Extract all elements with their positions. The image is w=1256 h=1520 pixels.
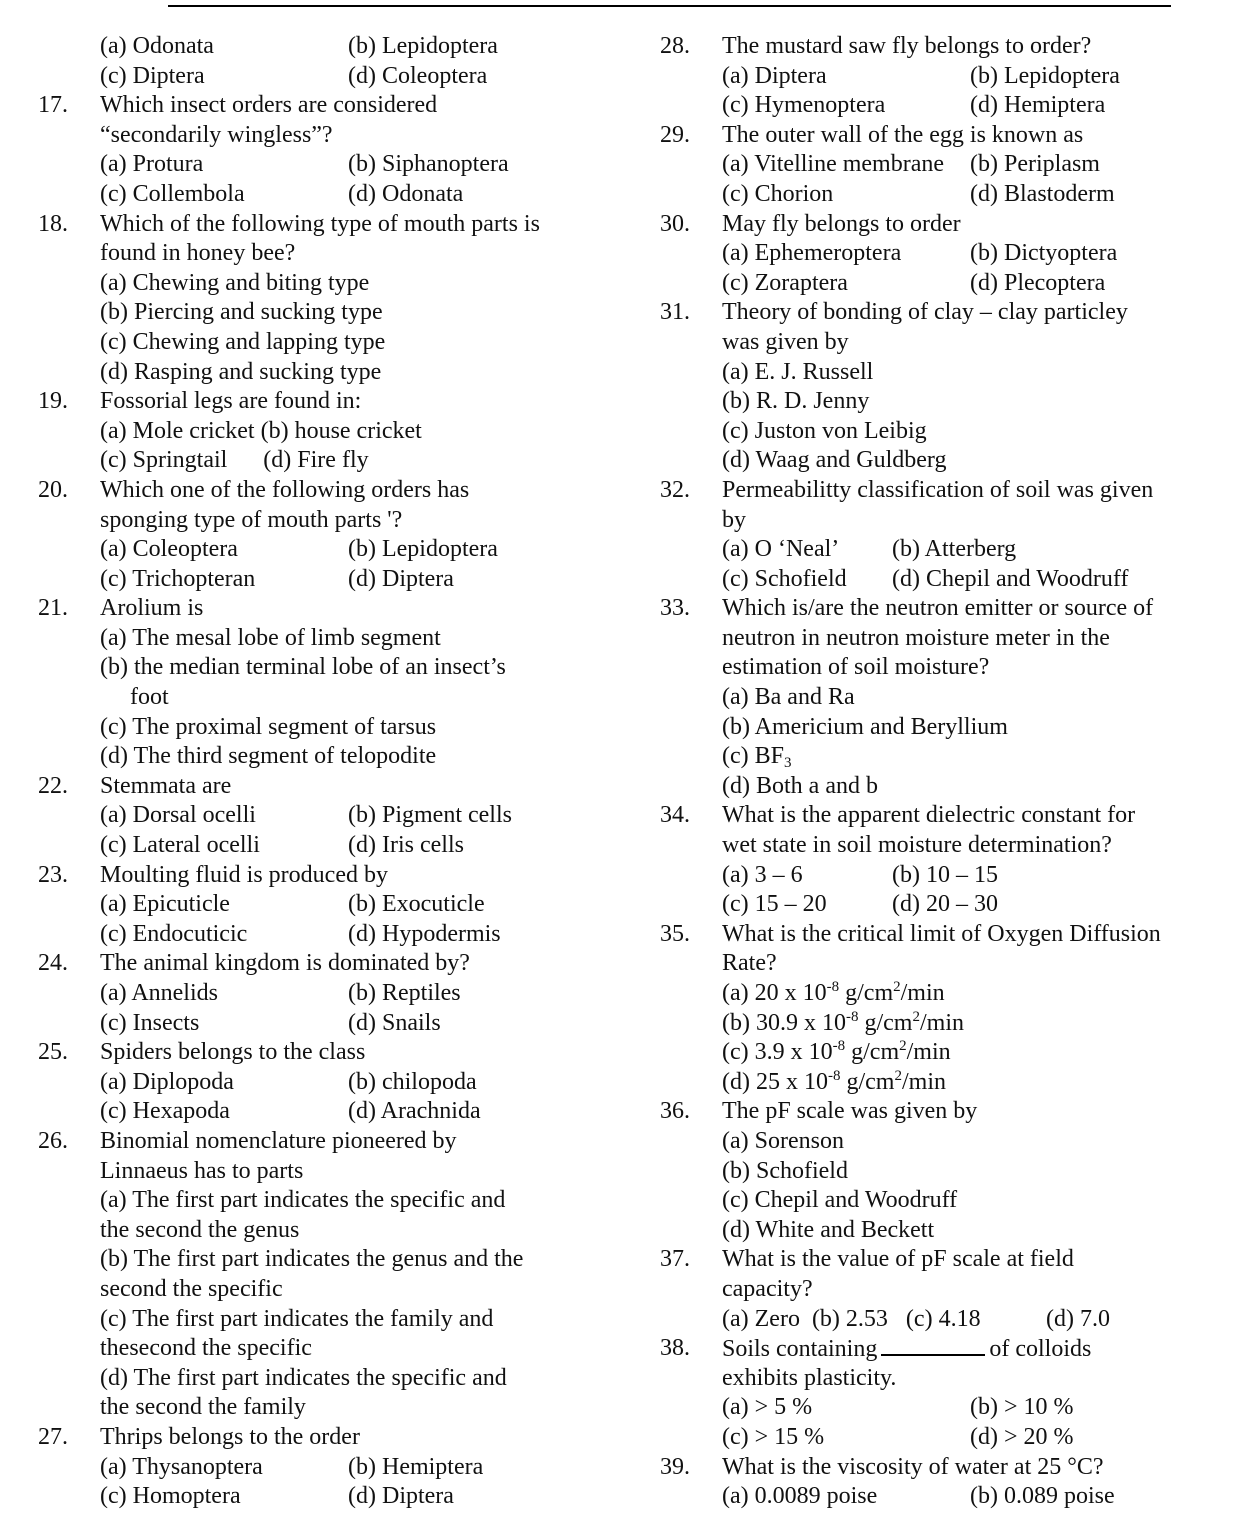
question-22 xyxy=(38,772,638,861)
question-number: 28. xyxy=(660,33,690,59)
question-number: 30. xyxy=(660,210,690,237)
question-continued xyxy=(38,32,638,91)
right-column xyxy=(660,32,1220,1512)
question-31 xyxy=(660,298,1220,476)
question-number: 32. xyxy=(660,476,690,503)
question-number: 36. xyxy=(660,1098,690,1125)
question-line: (d) The third segment of telopodite xyxy=(100,743,437,770)
option-d: (d) > 20 % xyxy=(970,1423,1074,1450)
option-left: (c) Endocuticic xyxy=(100,920,248,947)
option-left: (c) Homoptera xyxy=(100,1483,241,1510)
option-right: (b) Lepidoptera xyxy=(348,536,498,563)
question-line: Which of the following type of mouth parts is xyxy=(100,210,540,237)
question-text: Theory of bonding of clay – clay particley xyxy=(722,299,1128,326)
option-d: (d) 20 – 30 xyxy=(892,891,998,918)
option-a: (a) E. J. Russell xyxy=(722,358,874,385)
option-right: (d) Hypodermis xyxy=(348,920,501,947)
question-number: 35. xyxy=(660,920,690,947)
question-24 xyxy=(38,949,638,1038)
question-line: (b) Piercing and sucking type xyxy=(100,299,383,326)
option-d: (d) White and Beckett xyxy=(722,1216,935,1243)
question-line: (c) The first part indicates the family and xyxy=(100,1305,494,1332)
option-b: (b) 30.9 x $10^{-8}$ $g/cm^2/\min$ xyxy=(722,1008,964,1036)
question-number: 25. xyxy=(38,1039,68,1066)
option-c: (c) Chepil and Woodruff xyxy=(722,1187,958,1214)
question-number: 29. xyxy=(660,121,690,148)
question-text: neutron in neutron moisture meter in the xyxy=(722,624,1110,651)
option-d: (d) Chepil and Woodruff xyxy=(892,565,1129,592)
question-23 xyxy=(38,861,638,950)
option-b: (b) Dictyoptera xyxy=(970,240,1118,267)
option-left: (a) Diplopoda xyxy=(100,1068,234,1095)
question-line: found in honey bee? xyxy=(100,240,296,267)
option-left: (a) Epicuticle xyxy=(100,891,230,918)
question-line: sponging type of mouth parts '? xyxy=(100,506,403,533)
question-39 xyxy=(660,1453,1220,1512)
question-line: thesecond the specific xyxy=(100,1335,312,1362)
option-b: (b) Atterberg xyxy=(892,536,1017,563)
question-number: 31. xyxy=(660,299,690,326)
option-b: (b) Lepidoptera xyxy=(970,62,1120,89)
option-a: (a) Ba and Ra xyxy=(722,684,855,711)
question-line: (c) Chewing and lapping type xyxy=(100,328,386,355)
question-text: by xyxy=(722,506,746,533)
question-line: Which one of the following orders has xyxy=(100,476,470,503)
question-27 xyxy=(38,1423,638,1512)
question-line: (c) The proximal segment of tarsus xyxy=(100,713,437,740)
question-number: 21. xyxy=(38,595,68,622)
question-line: (a) The mesal lobe of limb segment xyxy=(100,624,441,651)
question-text: exhibits plasticity. xyxy=(722,1364,897,1391)
option-left: (c) Collembola xyxy=(100,180,245,207)
question-text: What is the apparent dielectric constant for xyxy=(722,802,1136,829)
question-line: second the specific xyxy=(100,1275,283,1302)
option-left: (c) Diptera xyxy=(100,62,205,89)
question-line: Moulting fluid is produced by xyxy=(100,861,388,888)
option-left: (c) Hexapoda xyxy=(100,1098,230,1125)
question-line: foot xyxy=(130,684,169,711)
option-right: (b) Pigment cells xyxy=(348,802,512,829)
option-b: (b) R. D. Jenny xyxy=(722,388,870,415)
option-right: (d) Arachnida xyxy=(348,1098,481,1125)
question-30 xyxy=(660,210,1220,299)
option-d: (d) 7.0 xyxy=(1046,1305,1110,1332)
question-20 xyxy=(38,476,638,594)
question-38 xyxy=(660,1334,1220,1452)
option-a: (a) 20 x $10^{-8}$ $g/cm^2/\min$ xyxy=(722,979,945,1006)
question-text: What is the viscosity of water at 25 °C? xyxy=(722,1453,1104,1480)
question-37 xyxy=(660,1245,1220,1334)
question-number: 20. xyxy=(38,476,68,503)
top-rule xyxy=(168,5,1171,7)
option-c: (c) 15 – 20 xyxy=(722,891,827,918)
option-right: (b) Lepidoptera xyxy=(348,33,498,59)
option-b: (b) Schofield xyxy=(722,1157,848,1184)
option-a: (a) 3 – 6 xyxy=(722,861,803,888)
option-a: (a) Sorenson xyxy=(722,1127,844,1154)
question-29 xyxy=(660,121,1220,210)
question-line: (c) Springtail (d) Fire fly xyxy=(100,447,369,474)
question-number: 23. xyxy=(38,861,68,888)
option-left: (a) Protura xyxy=(100,151,204,178)
question-number: 39. xyxy=(660,1453,690,1480)
question-text: The mustard saw fly belongs to order? xyxy=(722,33,1092,59)
question-line: Which insect orders are considered xyxy=(100,92,438,119)
question-line: (a) Mole cricket (b) house cricket xyxy=(100,417,422,444)
option-left: (c) Insects xyxy=(100,1009,200,1036)
question-19 xyxy=(38,387,638,476)
option-right: (d) Diptera xyxy=(348,1483,454,1510)
question-34 xyxy=(660,801,1220,919)
question-line: Arolium is xyxy=(100,595,204,622)
option-b: (b) Americium and Beryllium xyxy=(722,713,1008,740)
option-right: (b) Reptiles xyxy=(348,980,461,1006)
question-line: Linnaeus has to parts xyxy=(100,1157,304,1184)
question-18 xyxy=(38,210,638,388)
question-number: 18. xyxy=(38,210,68,237)
option-right: (d) Odonata xyxy=(348,180,464,207)
question-line: Binomial nomenclature pioneered by xyxy=(100,1127,457,1154)
option-c: (c) Juston von Leibig xyxy=(722,417,927,444)
option-right: (b) chilopoda xyxy=(348,1068,477,1095)
option-left: (a) Coleoptera xyxy=(100,536,238,563)
question-25 xyxy=(38,1038,638,1127)
answer-blank xyxy=(881,1334,985,1356)
option-left: (a) Annelids xyxy=(100,980,218,1006)
option-b: (b) Periplasm xyxy=(970,151,1100,178)
question-21 xyxy=(38,594,638,772)
question-36 xyxy=(660,1097,1220,1245)
question-text: capacity? xyxy=(722,1275,813,1302)
question-number: 27. xyxy=(38,1423,68,1450)
option-left: (c) Trichopteran xyxy=(100,565,256,592)
option-d: (d) 25 x $10^{-8}$ $g/cm^2/\min$ xyxy=(722,1067,946,1095)
option-c: (c) $BF_3$ xyxy=(722,743,792,772)
question-26 xyxy=(38,1127,638,1423)
option-c: (c) Zoraptera xyxy=(722,269,848,296)
option-b: (b) 0.089 poise xyxy=(970,1483,1115,1510)
option-d: (d) Hemiptera xyxy=(970,92,1106,119)
question-line: “secondarily wingless”? xyxy=(100,121,333,148)
option-d: (d) Waag and Guldberg xyxy=(722,447,947,474)
option-a: (a) Diptera xyxy=(722,62,827,89)
option-left: (c) Lateral ocelli xyxy=(100,832,260,859)
question-line: Stemmata are xyxy=(100,772,232,799)
question-text: Which is/are the neutron emitter or source of xyxy=(722,595,1154,622)
question-number: 33. xyxy=(660,595,690,622)
question-line: the second the genus xyxy=(100,1216,300,1243)
option-c: (c) Schofield xyxy=(722,565,847,592)
option-a: (a) 0.0089 poise xyxy=(722,1483,878,1510)
question-text: What is the value of pF scale at field xyxy=(722,1246,1074,1273)
question-33 xyxy=(660,594,1220,801)
option-right: (d) Diptera xyxy=(348,565,454,592)
question-line: (b) the median terminal lobe of an insect’s xyxy=(100,654,506,681)
question-17 xyxy=(38,91,638,209)
option-c: (c) Chorion xyxy=(722,180,834,207)
option-left: (a) Dorsal ocelli xyxy=(100,802,256,829)
option-right: (b) Exocuticle xyxy=(348,891,485,918)
question-28 xyxy=(660,32,1220,121)
question-number: 17. xyxy=(38,92,68,119)
question-line: The animal kingdom is dominated by? xyxy=(100,950,470,977)
option-b: (b) 10 – 15 xyxy=(892,861,998,888)
question-number: 38. xyxy=(660,1335,690,1362)
question-number: 24. xyxy=(38,950,68,977)
question-text: wet state in soil moisture determination? xyxy=(722,832,1112,859)
option-right: (d) Snails xyxy=(348,1009,441,1036)
question-text: What is the critical limit of Oxygen Diffusion xyxy=(722,920,1161,947)
question-number: 22. xyxy=(38,772,68,799)
question-text: Permeabilitty classification of soil was given xyxy=(722,476,1154,503)
question-32 xyxy=(660,476,1220,594)
option-c: (c) > 15 % xyxy=(722,1423,825,1450)
question-line: Spiders belongs to the class xyxy=(100,1039,366,1066)
question-text: May fly belongs to order xyxy=(722,210,961,237)
question-text: Soils containing of colloids xyxy=(722,1336,1092,1363)
question-number: 26. xyxy=(38,1127,68,1154)
question-line: Fossorial legs are found in: xyxy=(100,388,362,415)
option-a: (a) Vitelline membrane xyxy=(722,151,945,178)
question-number: 37. xyxy=(660,1246,690,1273)
option-right: (b) Hemiptera xyxy=(348,1453,484,1480)
question-number: 34. xyxy=(660,802,690,829)
option-b: (b) > 10 % xyxy=(970,1394,1074,1421)
option-right: (d) Iris cells xyxy=(348,832,464,859)
option-d: (d) Blastoderm xyxy=(970,180,1115,207)
question-line: (d) The first part indicates the specific and xyxy=(100,1364,507,1391)
question-line: (a) The first part indicates the specific and xyxy=(100,1187,506,1214)
option-right: (b) Siphanoptera xyxy=(348,151,509,178)
question-line: (d) Rasping and sucking type xyxy=(100,358,382,385)
left-column xyxy=(38,32,638,1512)
question-35 xyxy=(660,920,1220,1098)
option-a: (a) Ephemeroptera xyxy=(722,240,902,267)
question-line: the second the family xyxy=(100,1394,306,1421)
option-a: (a) > 5 % xyxy=(722,1394,813,1421)
option-left: (a) Odonata xyxy=(100,33,214,59)
question-text: The pF scale was given by xyxy=(722,1098,978,1125)
question-line: Thrips belongs to the order xyxy=(100,1423,360,1450)
question-line: (a) Chewing and biting type xyxy=(100,269,370,296)
option-left: (a) Thysanoptera xyxy=(100,1453,263,1480)
option-a: (a) O ‘Neal’ xyxy=(722,536,840,563)
question-text: Rate? xyxy=(722,950,777,977)
option-right: (d) Coleoptera xyxy=(348,62,488,89)
question-text: estimation of soil moisture? xyxy=(722,654,990,681)
question-text: was given by xyxy=(722,328,849,355)
option-d: (d) Plecoptera xyxy=(970,269,1106,296)
question-text: The outer wall of the egg is known as xyxy=(722,121,1084,148)
option-c: (c) Hymenoptera xyxy=(722,92,886,119)
option-d: (d) Both a and b xyxy=(722,772,878,799)
options-a-b-c: (a) Zero (b) 2.53 (c) 4.18 xyxy=(722,1305,981,1332)
question-line: (b) The first part indicates the genus and the xyxy=(100,1246,524,1273)
question-number: 19. xyxy=(38,388,68,415)
option-c: (c) 3.9 x $10^{-8}$ $g/cm^2/\min$ xyxy=(722,1038,951,1066)
